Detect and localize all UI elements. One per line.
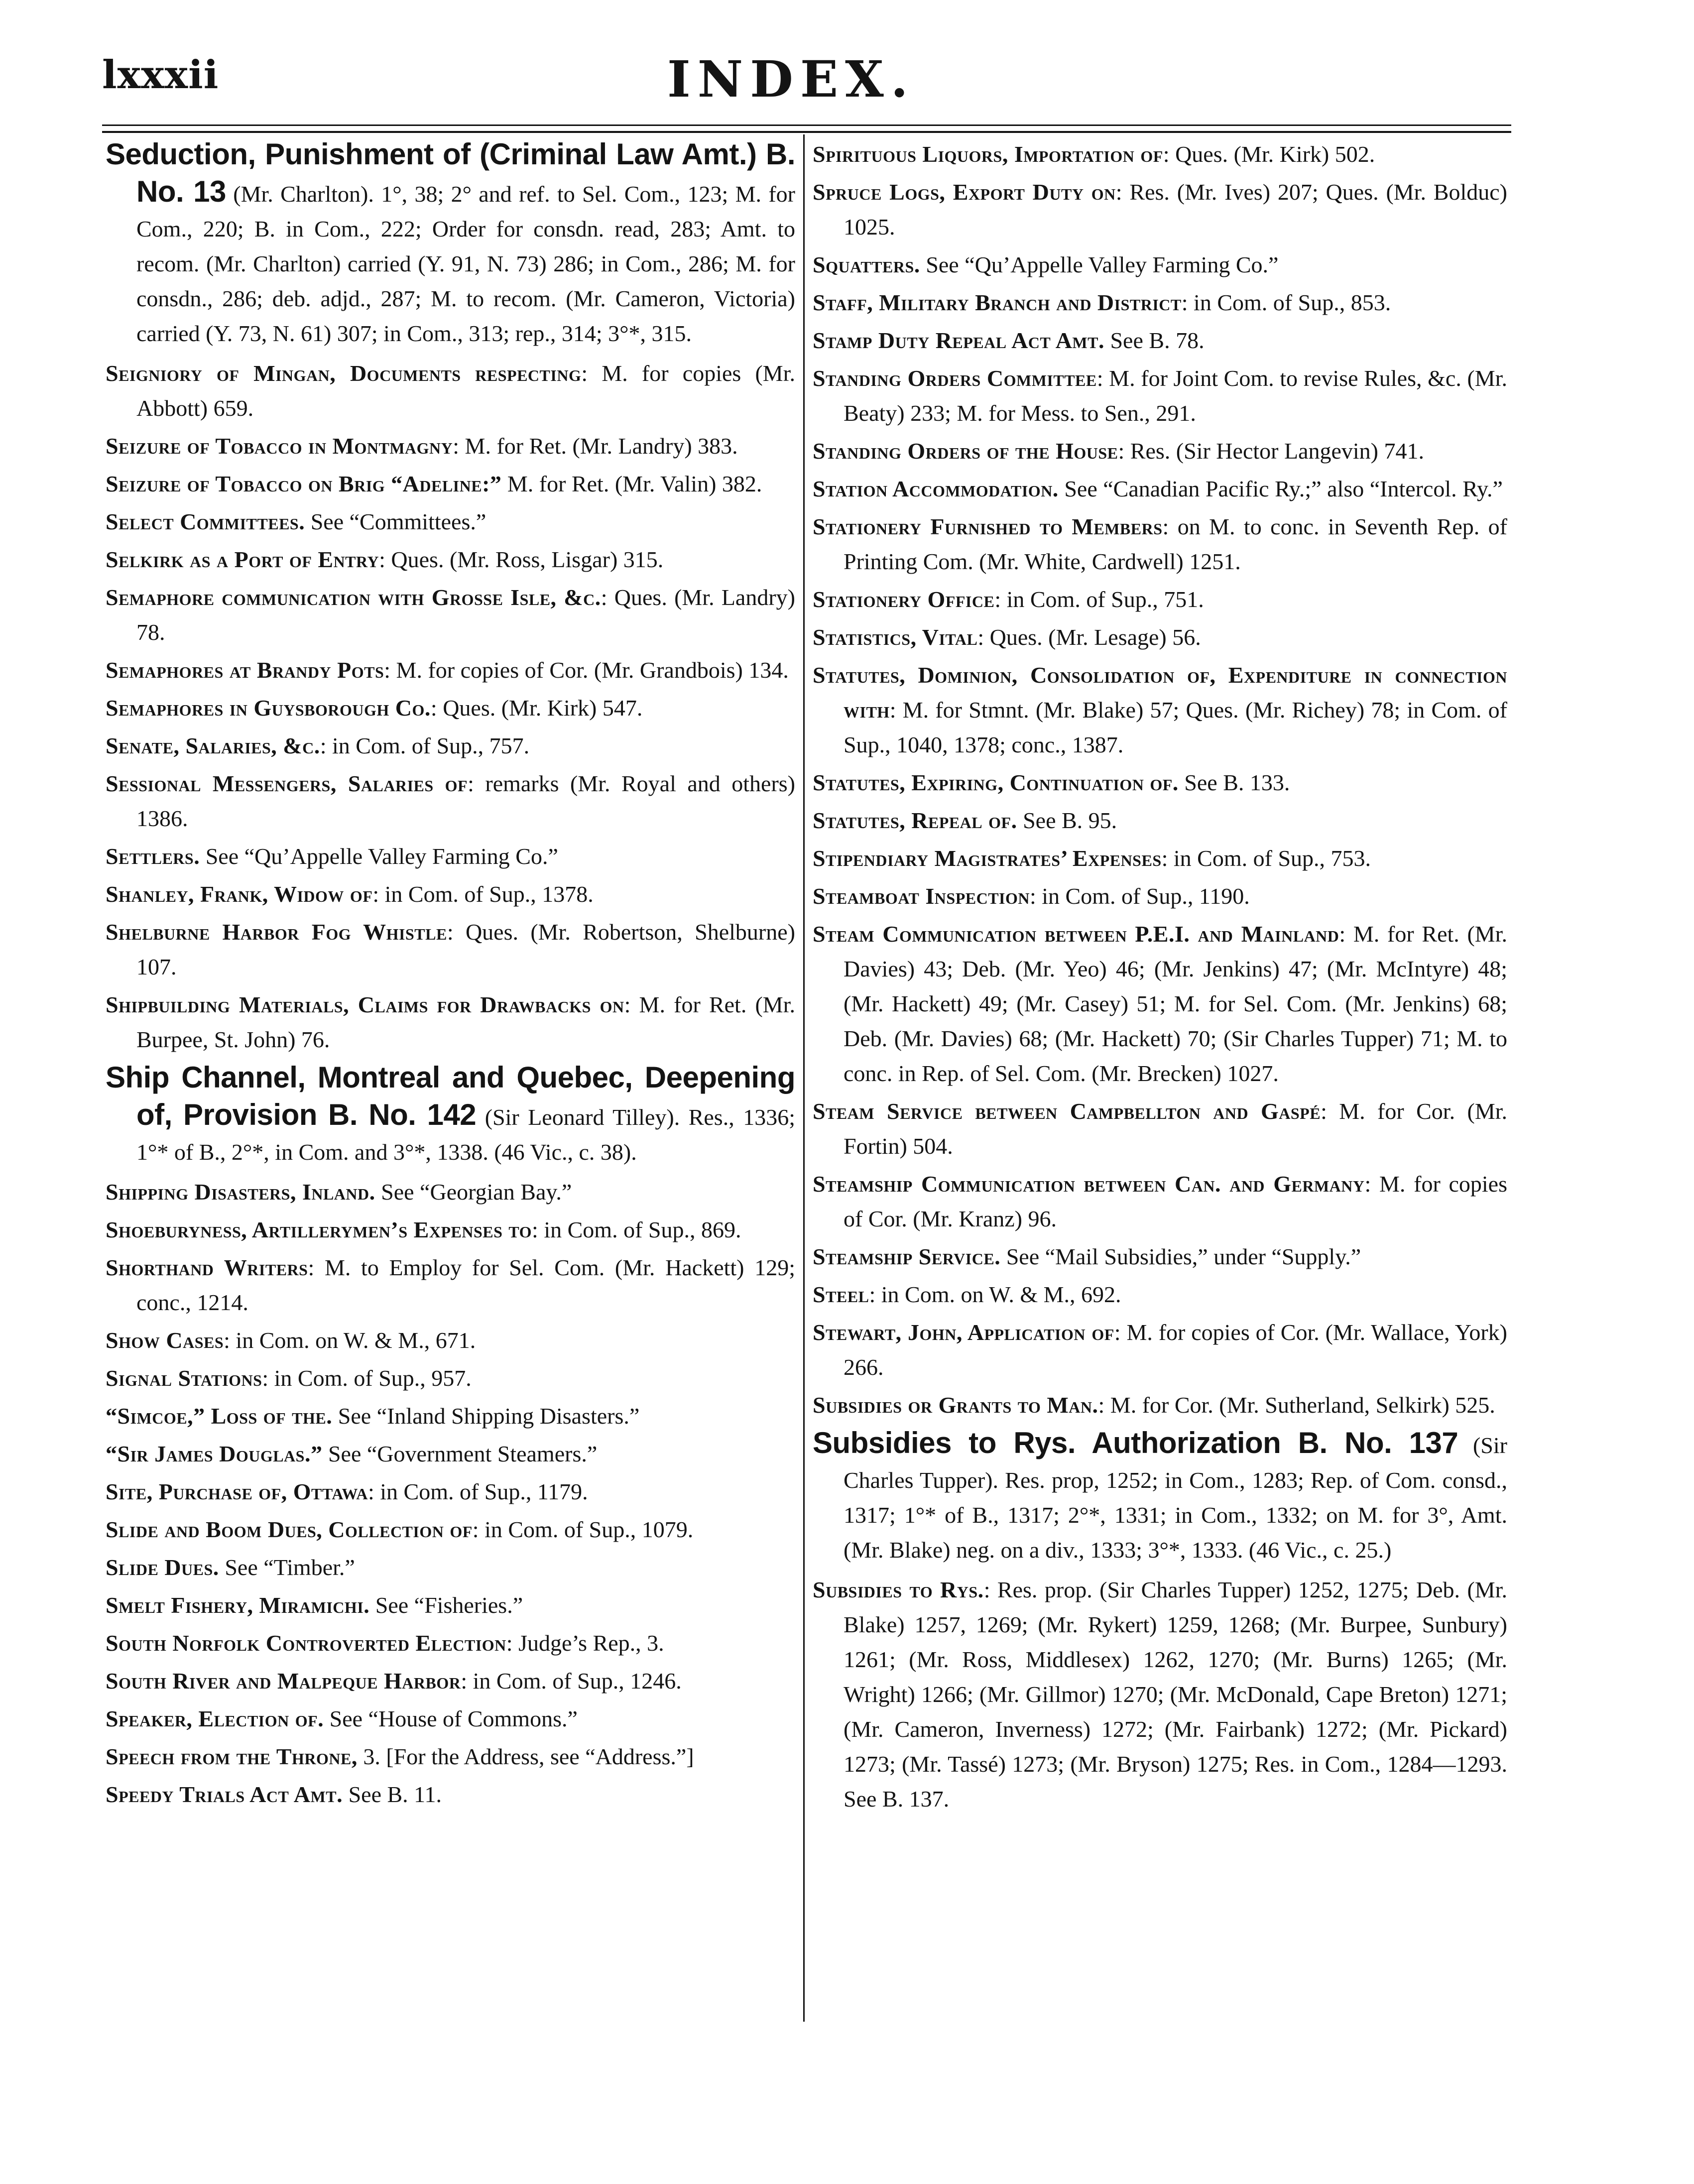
index-entry [813,1239,1507,1274]
entry-body: : M. for Ret. (Mr. Burpee, St. John) 76. [136,992,795,1052]
entry-heading: Seduction, Punishment of (Criminal Law Amt.) B. No. 13 [106,137,795,208]
entry-body: : Ques. (Mr. Kirk) 502. [1163,141,1375,167]
entry-body: : in Com. on W. & M., 692. [869,1282,1121,1307]
entry-heading: Squatters. [813,252,920,277]
entry-body: : in Com. of Sup., 751. [994,587,1204,612]
index-entry [813,434,1507,469]
entry-heading: Statutes, Repeal of. [813,808,1017,833]
index-entry [106,429,795,464]
page-title: INDEX. [667,50,915,109]
index-entry [813,323,1507,358]
entry-heading: Semaphores in Guysborough Co. [106,695,431,721]
entry-heading: Show Cases [106,1328,224,1353]
entry-heading: Stamp Duty Repeal Act Amt. [813,328,1104,353]
index-entry [106,1060,795,1170]
index-entry [106,1664,795,1699]
entry-heading: Standing Orders Committee [813,365,1097,391]
entry-body: See B. 11. [343,1782,442,1807]
entry-body: : on M. to conc. in Seventh Rep. of Printing Com. (Mr. White, Cardwell) 1251. [844,514,1507,574]
entry-body: : M. for Cor. (Mr. Fortin) 504. [844,1098,1507,1159]
entry-body: : M. for Joint Com. to revise Rules, &c. (Mr. Beaty) 233; M. for Mess. to Sen., 291. [844,365,1507,426]
index-entry [106,1323,795,1358]
entry-heading: Standing Orders of the House [813,438,1118,464]
entry-heading: Semaphores at Brandy Pots [106,657,384,683]
index-entry [106,1361,795,1396]
entry-heading: Shoeburyness, Artillerymen’s Expenses to [106,1217,532,1242]
index-entry [813,1094,1507,1164]
entry-heading: Selkirk as a Port of Entry [106,547,379,572]
index-entry [813,509,1507,579]
entry-body: See “Canadian Pacific Ry.;” also “Intercol. Ry.” [1058,476,1503,501]
entry-body: See “Qu’Appelle Valley Farming Co.” [920,252,1279,277]
entry-heading: Steel [813,1282,869,1307]
entry-body: : Ques. (Mr. Ross, Lisgar) 315. [379,547,664,572]
index-entry [106,1588,795,1623]
entry-heading: Spirituous Liquors, Importation of [813,141,1163,167]
entry-heading: Senate, Salaries, &c. [106,733,320,758]
entry-heading: Stationery Office [813,587,995,612]
entry-heading: Semaphore communication with Grosse Isle, &c. [106,585,601,610]
index-entry [106,580,795,650]
entry-heading: Staff, Military Branch and District [813,290,1182,315]
entry-body: (Sir Charles Tupper). Res. prop, 1252; in Com., 1283; Rep. of Com. consd., 1317; 1°* of B., 1317; 2°*, 1331; in Com., 1332; on M. for 3°, Amt. (Mr. Blake) neg. on a div., 1333; 3°*, 1333. (46 Vic., c. 25.) [844,1433,1507,1563]
header-rule [102,124,1511,133]
entry-heading: Seizure of Tobacco in Montmagny [106,433,453,459]
entry-heading: Steam Service between Campbellton and Gaspé [813,1098,1321,1124]
entry-heading: Shipping Disasters, Inland. [106,1179,375,1205]
entry-body: : Ques. (Mr. Lesage) 56. [977,624,1201,650]
entry-body: : in Com. of Sup., 753. [1161,846,1371,871]
entry-body: : M. for Ret. (Mr. Davies) 43; Deb. (Mr. Yeo) 46; (Mr. Jenkins) 47; (Mr. McIntyre) 48; (Mr. Hackett) 49; (Mr. Casey) 51; M. for Sel. Com. (Mr. Jenkins) 68; Deb. (Mr. Davies) 68; (Mr. Hackett) 70; (Sir Charles Tupper) 71; M. to conc. in Rep. of Sel. Com. (Mr. Brecken) 1027. [844,921,1507,1086]
index-entry [106,877,795,912]
entry-body: : in Com. of Sup., 1190. [1030,883,1250,909]
index-entry [106,542,795,577]
entry-body: : Ques. (Mr. Kirk) 547. [430,695,643,721]
index-entry [106,1777,795,1812]
entry-heading: Stationery Furnished to Members [813,514,1163,539]
index-entry [106,1739,795,1774]
entry-body: : Res. (Mr. Ives) 207; Ques. (Mr. Bolduc) 1025. [844,179,1507,240]
index-entry [106,1175,795,1210]
index-entry [106,504,795,539]
entry-heading: Speech from the Throne, [106,1744,358,1769]
entry-heading: Station Accommodation. [813,476,1059,501]
entry-body: See B. 95. [1017,808,1117,833]
entry-body: : Judge’s Rep., 3. [506,1630,664,1656]
index-entry [106,915,795,984]
entry-body: : in Com. of Sup., 1378. [372,881,594,907]
entry-heading: Shelburne Harbor Fog Whistle [106,919,447,945]
entry-heading: Stipendiary Magistrates’ Expenses [813,846,1162,871]
index-entry [106,1512,795,1547]
entry-body: : M. for copies (Mr. Abbott) 659. [136,361,795,421]
entry-body: : M. for copies of Cor. (Mr. Wallace, York) 266. [844,1320,1507,1380]
index-entry [813,803,1507,838]
index-entry [106,728,795,763]
entry-body: : in Com. on W. & M., 671. [224,1328,476,1353]
index-entry [813,765,1507,800]
entry-body: M. for Ret. (Mr. Valin) 382. [501,471,762,496]
index-entry [106,1437,795,1471]
entry-heading: Steam Communication between P.E.I. and Mainland [813,921,1339,947]
entry-body: : M. for copies of Cor. (Mr. Grandbois) 134. [384,657,789,683]
entry-heading: Site, Purchase of, Ottawa [106,1479,368,1504]
entry-body: : in Com. of Sup., 869. [532,1217,741,1242]
entry-heading: Subsidies or Grants to Man. [813,1392,1098,1418]
entry-heading: Settlers. [106,844,200,869]
entry-body: : M. for copies of Cor. (Mr. Kranz) 96. [844,1171,1507,1231]
index-entry [106,987,795,1057]
entry-body: See “Timber.” [219,1555,355,1580]
entry-body: : M. for Cor. (Mr. Sutherland, Selkirk) 525. [1098,1392,1495,1418]
entry-body: See “Mail Subsidies,” under “Supply.” [1000,1244,1361,1269]
entry-body: : in Com. of Sup., 957. [262,1365,472,1391]
entry-heading: Statistics, Vital [813,624,978,650]
entry-body: See “Georgian Bay.” [375,1179,572,1205]
entry-heading: Statutes, Dominion, Consolidation of, Expenditure in connection with [813,662,1507,723]
entry-heading: Steamboat Inspection [813,883,1030,909]
index-entry [813,582,1507,617]
entry-body: : in Com. of Sup., 1079. [472,1517,694,1542]
index-entry [106,839,795,874]
entry-body: See “House of Commons.” [324,1706,578,1731]
entry-heading: Subsidies to Rys. Authorization B. No. 137 [813,1426,1458,1459]
index-entry [106,467,795,501]
index-entry [106,691,795,726]
entry-heading: Seigniory of Mingan, Documents respecting [106,361,582,386]
index-entry [813,1315,1507,1385]
index-entry [813,841,1507,876]
entry-heading: Signal Stations [106,1365,262,1391]
index-entry [106,653,795,688]
entry-heading: Speedy Trials Act Amt. [106,1782,343,1807]
entry-heading: “Sir James Douglas.” [106,1441,323,1466]
entry-body: : M. for Stmnt. (Mr. Blake) 57; Ques. (Mr. Richey) 78; in Com. of Sup., 1040, 1378; conc., 1387. [844,697,1507,757]
index-entry [813,175,1507,244]
index-column-left [106,137,795,1815]
entry-heading: Spruce Logs, Export Duty on [813,179,1116,205]
column-divider [803,134,805,2022]
index-entry [813,1167,1507,1236]
entry-body: : Ques. (Mr. Robertson, Shelburne) 107. [136,919,795,979]
entry-heading: Smelt Fishery, Miramichi. [106,1592,370,1618]
index-entry [813,879,1507,914]
index-entry [106,1399,795,1434]
entry-body: See B. 78. [1104,328,1205,353]
page-number: lxxxii [102,52,219,98]
entry-body: : Res. (Sir Hector Langevin) 741. [1118,438,1424,464]
index-entry [813,620,1507,655]
entry-body: : in Com. of Sup., 1246. [461,1668,682,1694]
entry-heading: Sessional Messengers, Salaries of [106,771,468,796]
entry-heading: Steamship Service. [813,1244,1001,1269]
entry-body: See “Committees.” [305,509,486,534]
entry-body: : Ques. (Mr. Landry) 78. [136,585,795,645]
index-entry [813,1426,1507,1568]
entry-heading: South Norfolk Controverted Election [106,1630,506,1656]
entry-body: See “Inland Shipping Disasters.” [332,1403,640,1429]
entry-body: 3. [For the Address, see “Address.”] [357,1744,694,1769]
entry-body: (Sir Leonard Tilley). Res., 1336; 1°* of B., 2°*, in Com. and 3°*, 1338. (46 Vic., c. 38). [136,1104,795,1165]
index-entry [813,285,1507,320]
entry-heading: Shipbuilding Materials, Claims for Drawbacks on [106,992,624,1017]
index-entry [813,361,1507,431]
entry-heading: South River and Malpeque Harbor [106,1668,461,1694]
index-entry [106,1250,795,1320]
entry-heading: Stewart, John, Application of [813,1320,1114,1345]
index-entry [106,766,795,836]
index-entry [813,658,1507,762]
entry-heading: Ship Channel, Montreal and Quebec, Deepening of, Provision B. No. 142 [106,1061,795,1131]
entry-body: See “Government Steamers.” [322,1441,598,1466]
index-entry [106,1474,795,1509]
index-entry [813,1277,1507,1312]
entry-body: : Res. prop. (Sir Charles Tupper) 1252, 1275; Deb. (Mr. Blake) 1257, 1269; (Mr. Rykert) 1259, 1268; (Mr. Burpee, Sunbury) 1261; (Mr. Ross, Middlesex) 1262, 1270; (Mr. Burns) 1265; (Mr. Wright) 1266; (Mr. Gillmor) 1270; (Mr. McDonald, Cape Breton) 1271; (Mr. Cameron, Inverness) 1272; (Mr. Fairbank) 1272; (Mr. Pickard) 1273; (Mr. Tassé) 1273; (Mr. Bryson) 1275; Res. in Com., 1284—1293. See B. 137. [844,1577,1507,1812]
index-entry [106,137,795,351]
entry-heading: Shorthand Writers [106,1255,308,1280]
index-entry [106,1626,795,1661]
entry-body: : remarks (Mr. Royal and others) 1386. [136,771,795,831]
entry-body: (Mr. Charlton). 1°, 38; 2° and ref. to Sel. Com., 123; M. for Com., 220; B. in Com., 222; Order for consdn. read, 283; Amt. to recom. (Mr. Charlton) carried (Y. 91, N. 73) 286; in Com., 286; M. for consdn., 286; deb. adjd., 287; M. to recom. (Mr. Cameron, Victoria) carried (Y. 73, N. 61) 307; in Com., 313; rep., 314; 3°*, 315. [136,181,795,346]
entry-heading: “Simcoe,” Loss of the. [106,1403,333,1429]
index-entry [106,356,795,426]
index-entry [813,247,1507,282]
entry-body: See “Fisheries.” [369,1592,523,1618]
entry-heading: Seizure of Tobacco on Brig “Adeline:” [106,471,502,496]
entry-heading: Select Committees. [106,509,305,534]
index-entry [813,472,1507,506]
index-entry [813,1573,1507,1817]
entry-body: : in Com. of Sup., 853. [1181,290,1391,315]
entry-body: : M. to Employ for Sel. Com. (Mr. Hackett) 129; conc., 1214. [136,1255,795,1315]
entry-heading: Speaker, Election of. [106,1706,324,1731]
index-entry [813,917,1507,1091]
index-entry [106,1701,795,1736]
entry-heading: Steamship Communication between Can. and Germany [813,1171,1365,1197]
entry-heading: Slide Dues. [106,1555,219,1580]
entry-body: : M. for Ret. (Mr. Landry) 383. [453,433,738,459]
index-entry [106,1213,795,1247]
entry-heading: Statutes, Expiring, Continuation of. [813,770,1179,795]
entry-body: : in Com. of Sup., 1179. [367,1479,588,1504]
entry-heading: Slide and Boom Dues, Collection of [106,1517,473,1542]
index-entry [106,1550,795,1585]
entry-body: See “Qu’Appelle Valley Farming Co.” [200,844,558,869]
entry-heading: Subsidies to Rys. [813,1577,984,1602]
entry-body: See B. 133. [1178,770,1290,795]
index-entry [813,137,1507,172]
index-column-right [813,137,1507,1820]
index-entry [813,1388,1507,1423]
entry-body: : in Com. of Sup., 757. [320,733,530,758]
entry-heading: Shanley, Frank, Widow of [106,881,373,907]
